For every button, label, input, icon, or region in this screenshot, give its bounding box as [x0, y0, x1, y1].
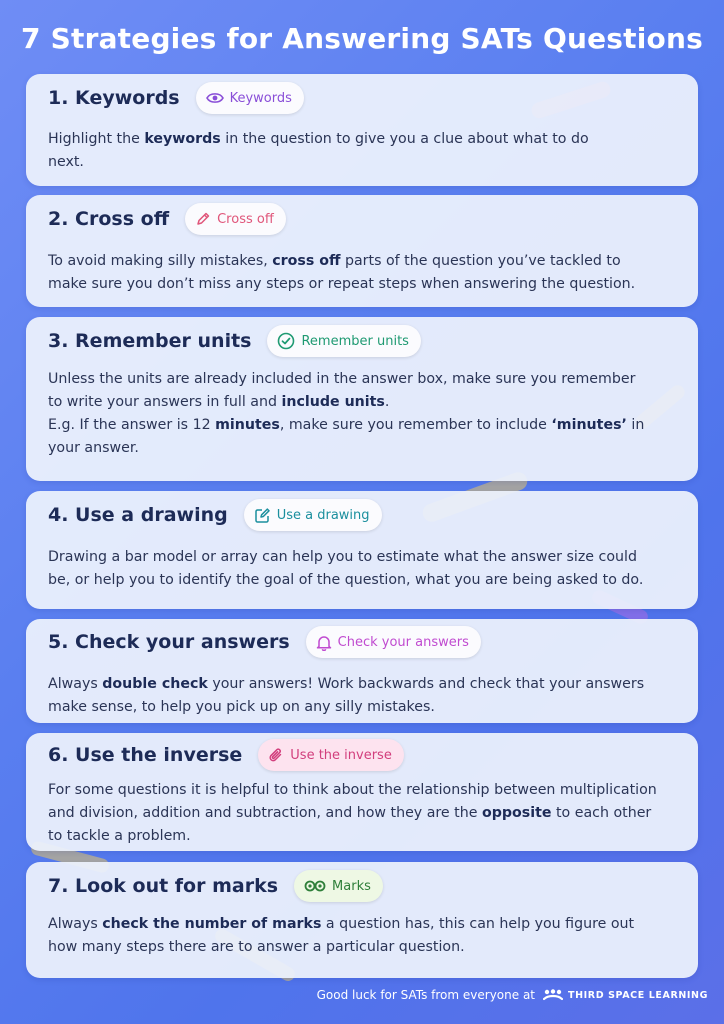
check-circle-icon	[277, 332, 295, 350]
body-line	[48, 250, 674, 273]
badge-label: Remember units	[301, 333, 409, 349]
card-body	[48, 128, 674, 174]
body-line	[48, 936, 674, 959]
card-body	[48, 673, 674, 719]
marks-badge	[294, 870, 383, 902]
use-a-drawing-badge	[244, 499, 382, 531]
body-line	[48, 569, 674, 592]
emphasis-text: check the number of marks	[102, 916, 322, 932]
body-text: in	[626, 417, 645, 433]
body-line	[48, 546, 674, 569]
emphasis-text: double check	[102, 676, 208, 692]
use-the-inverse-badge	[258, 739, 404, 771]
emphasis-text: opposite	[481, 805, 552, 821]
body-text: parts of the question you’ve tackled to	[340, 253, 621, 269]
body-line	[48, 802, 674, 825]
body-text: To avoid making silly mistakes,	[48, 253, 273, 269]
body-text: Unless the units are already included in the answer box, make sure you remember	[48, 371, 636, 387]
badge-label: Check your answers	[337, 634, 469, 650]
body-line	[48, 414, 674, 437]
strategy-card-check-your-answers	[26, 619, 698, 723]
edit-square-icon	[254, 507, 271, 524]
card-body	[48, 368, 674, 460]
badge-label: Marks	[332, 878, 371, 894]
card-title: 3. Remember units	[48, 330, 252, 352]
body-text: how many steps there are to answer a particular question.	[48, 939, 465, 955]
remember-units-badge	[267, 325, 420, 357]
body-line	[48, 696, 674, 719]
body-text: next.	[48, 154, 84, 170]
footer	[317, 988, 708, 1002]
strategy-card-cross-off	[26, 195, 698, 307]
badge-label: Use the inverse	[290, 747, 392, 763]
body-text: to each other	[551, 805, 652, 821]
body-text: For some questions it is helpful to think about the relationship between multiplication	[48, 782, 657, 798]
emphasis-text: keywords	[144, 131, 221, 147]
body-line	[48, 151, 674, 174]
card-body	[48, 913, 674, 959]
body-text: Always	[48, 676, 103, 692]
body-line	[48, 391, 674, 414]
body-text: in the question to give you a clue about what to do	[220, 131, 589, 147]
emphasis-text: ‘minutes’	[551, 417, 627, 433]
body-text: to tackle a problem.	[48, 828, 191, 844]
card-title: 4. Use a drawing	[48, 504, 228, 526]
body-text: a question has, this can help you figure out	[321, 916, 635, 932]
body-text: be, or help you to identify the goal of the question, what you are being asked to do.	[48, 572, 644, 588]
card-title: 6. Use the inverse	[48, 744, 243, 766]
check-your-answers-badge	[306, 626, 481, 658]
card-body	[48, 546, 674, 592]
card-title: 7. Look out for marks	[48, 875, 279, 897]
body-text: make sure you don’t miss any steps or repeat steps when answering the question.	[48, 276, 636, 292]
strategy-card-remember-units	[26, 317, 698, 481]
body-text: your answers! Work backwards and check that your answers	[207, 676, 645, 692]
brand-name: THIRD SPACE LEARNING	[568, 989, 708, 1001]
card-body	[48, 779, 674, 848]
body-text: make sense, to help you pick up on any silly mistakes.	[48, 699, 435, 715]
bell-icon	[316, 634, 332, 651]
emphasis-text: include units	[281, 394, 385, 410]
body-line	[48, 368, 674, 391]
body-line	[48, 273, 674, 296]
body-line	[48, 779, 674, 802]
card-title: 5. Check your answers	[48, 631, 290, 653]
strategy-card-use-a-drawing	[26, 491, 698, 609]
body-text: E.g. If the answer is 12	[48, 417, 216, 433]
body-text: to write your answers in full and	[48, 394, 282, 410]
body-text: Drawing a bar model or array can help you to estimate what the answer size could	[48, 549, 637, 565]
eye-icon	[206, 91, 224, 105]
body-text: .	[384, 394, 390, 410]
page-title: 7 Strategies for Answering SATs Questions	[20, 22, 703, 55]
body-text: Always	[48, 916, 103, 932]
cross-off-badge	[185, 203, 286, 235]
body-line	[48, 913, 674, 936]
footer-text: Good luck for SATs from everyone at	[316, 988, 536, 1002]
third-space-learning-logo-icon	[543, 989, 563, 1001]
emphasis-text: minutes	[215, 417, 280, 433]
brand-logo[interactable]	[543, 989, 708, 1001]
badge-label: Cross off	[217, 211, 274, 227]
body-line	[48, 825, 674, 848]
card-body	[48, 250, 674, 296]
body-line	[48, 437, 674, 460]
emphasis-text: cross off	[272, 253, 341, 269]
badge-label: Keywords	[229, 90, 292, 106]
body-line	[48, 128, 674, 151]
body-text: and division, addition and subtraction, and how they are the	[48, 805, 482, 821]
body-text: your answer.	[48, 440, 139, 456]
body-text: Highlight the	[48, 131, 145, 147]
badge-label: Use a drawing	[276, 507, 370, 523]
keywords-badge	[196, 82, 304, 114]
card-title: 1. Keywords	[48, 87, 180, 109]
binoculars-icon	[304, 879, 326, 893]
paperclip-icon	[268, 747, 284, 764]
pencil-icon	[195, 211, 211, 227]
body-text: , make sure you remember to include	[279, 417, 552, 433]
strategy-card-use-the-inverse	[26, 733, 698, 851]
card-title: 2. Cross off	[48, 208, 170, 230]
body-line	[48, 673, 674, 696]
strategy-card-look-out-for-marks	[26, 862, 698, 978]
strategy-card-keywords	[26, 74, 698, 186]
